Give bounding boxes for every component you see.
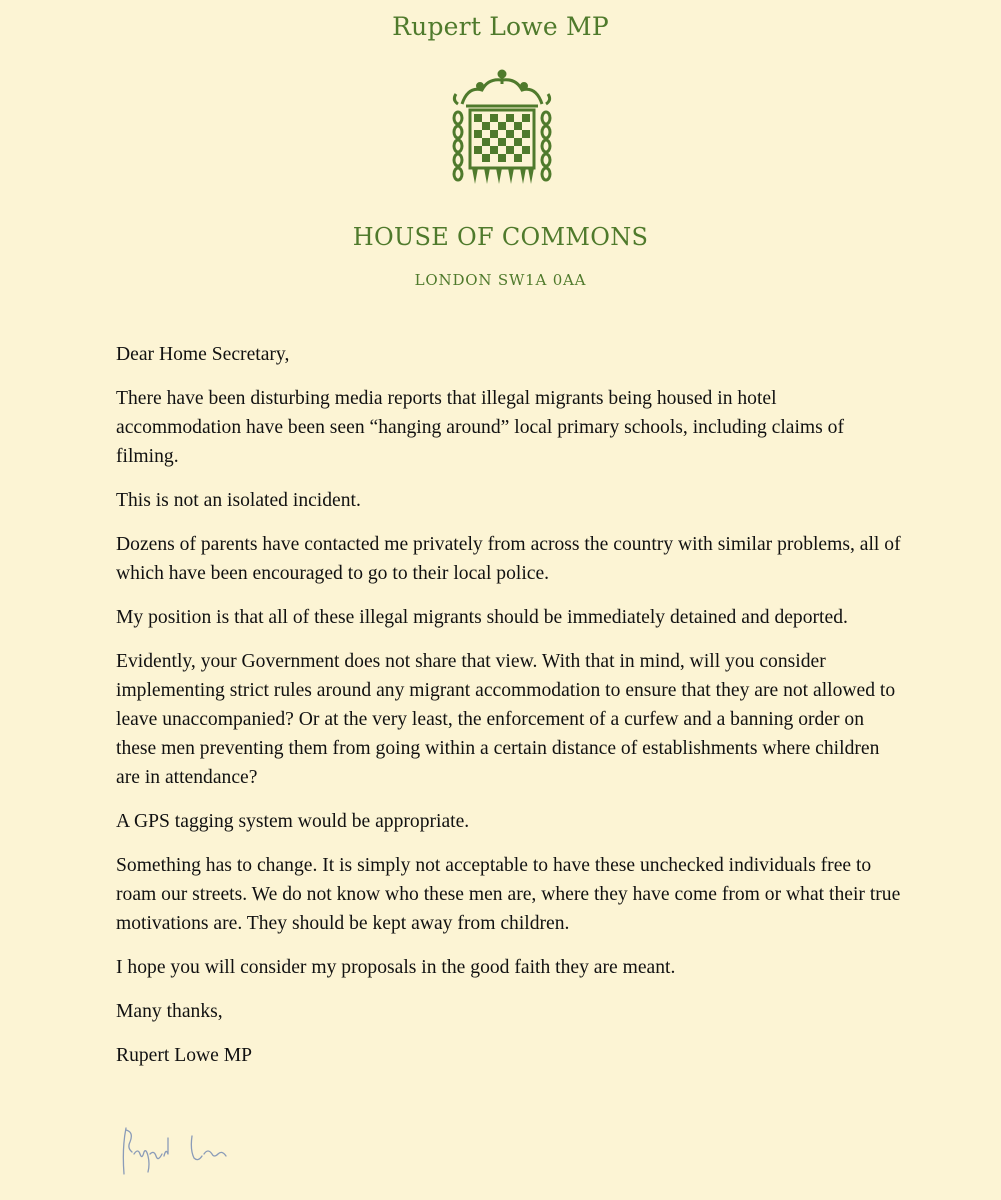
letter-paragraph: I hope you will consider my proposals in the good faith they are meant. [116, 957, 676, 978]
letter-salutation: Dear Home Secretary, [116, 344, 290, 365]
letterhead-house: HOUSE OF COMMONS [352, 223, 649, 251]
letterhead-name: Rupert Lowe MP [392, 12, 609, 41]
letter-paragraph: A GPS tagging system would be appropriate. [116, 811, 470, 832]
letter-paragraph: Dozens of parents have contacted me privately from across the country with similar problems, all of which have been encouraged to go to their local police. [116, 534, 901, 584]
letter-paragraph: My position is that all of these illegal migrants should be immediately detained and deported. [116, 607, 848, 628]
letter-signatory: Rupert Lowe MP [116, 1045, 253, 1066]
letterhead-address: LONDON SW1A 0AA [414, 271, 587, 289]
letter-paragraph: Something has to change. It is simply not acceptable to have these unchecked individuals free to roam our streets. We do not know who these men are, where they have come from or what their true motivations are. They should be kept away from children. [116, 855, 901, 934]
portcullis-icon [448, 68, 556, 196]
signature-icon [112, 1118, 242, 1188]
letter-closing: Many thanks, [116, 1001, 223, 1022]
letter-paragraph: There have been disturbing media reports that illegal migrants being housed in hotel accommodation have been seen “hanging around” local primary schools, including claims of filming. [116, 388, 845, 467]
letter-body [116, 340, 906, 1085]
letter-paragraph: This is not an isolated incident. [116, 490, 361, 511]
letter-paragraph: Evidently, your Government does not share that view. With that in mind, will you consider implementing strict rules around any migrant accommodation to ensure that they are not allowed to leave unaccompanied? Or at the very least, the enforcement of a curfew and a banning order on these men preventing them from going within a certain distance of establishments where children are in attendance? [116, 651, 896, 788]
